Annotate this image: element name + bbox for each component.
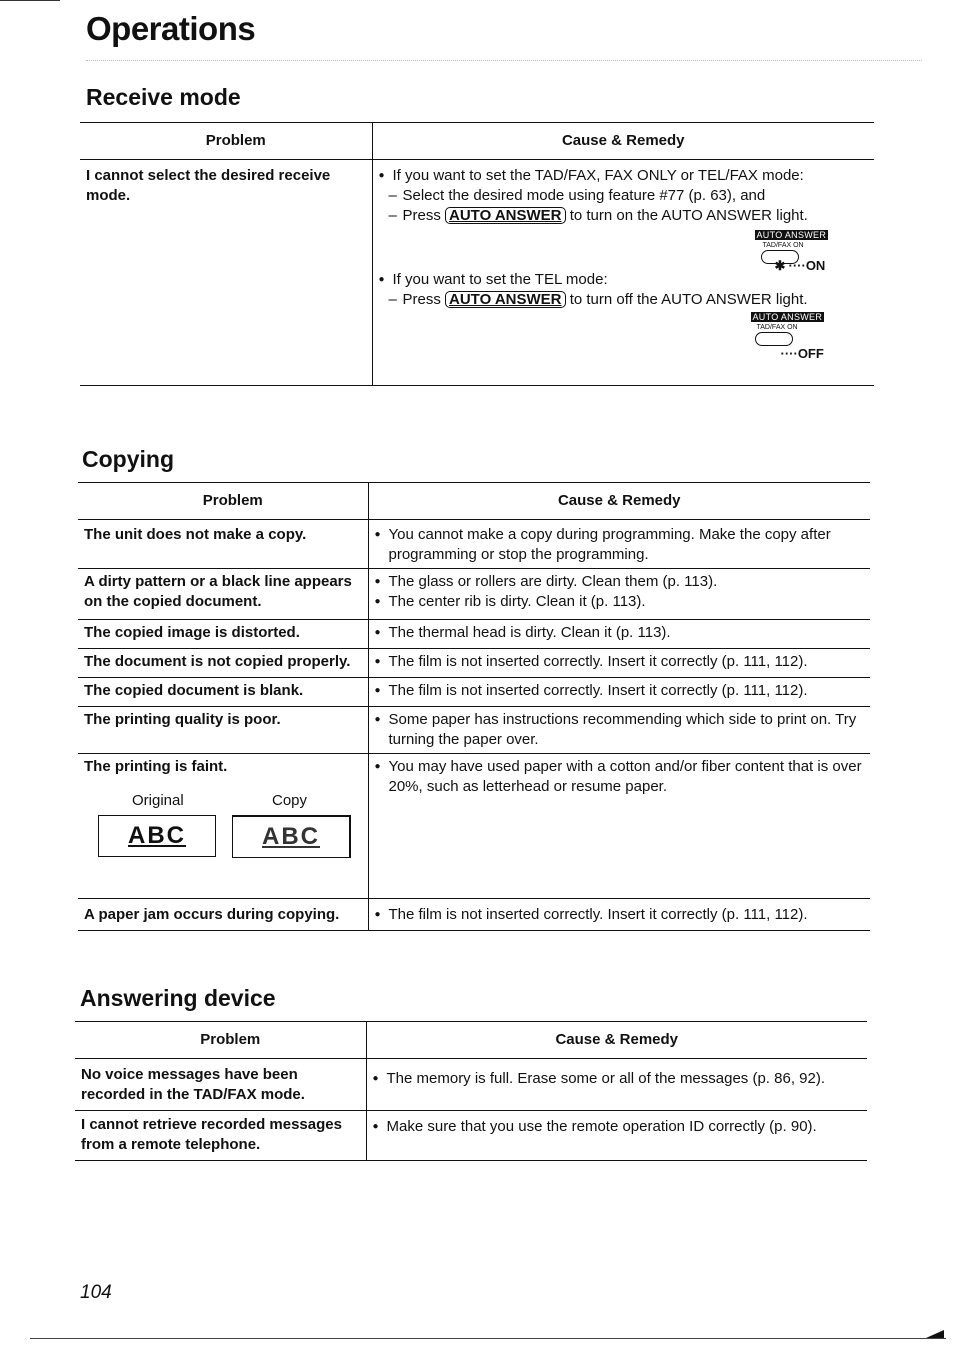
cause-cell (368, 569, 870, 620)
cause-cell (368, 899, 870, 931)
table-row (78, 678, 870, 707)
cause-cell (366, 1059, 867, 1111)
auto-answer-indicator-off (379, 310, 869, 361)
table-row (78, 569, 870, 620)
table-row (80, 160, 874, 386)
cause-cell (368, 520, 870, 569)
original-label: Original (132, 792, 184, 809)
table-row (78, 520, 870, 569)
bullet-text: ● The film is not inserted correctly. Insert it correctly (p. 111, 112). (375, 905, 865, 925)
header-cause: Cause & Remedy (368, 483, 870, 520)
state-off-label: ····OFF (780, 346, 824, 361)
bullet-text: ● The thermal head is dirty. Clean it (p. 113). (375, 623, 865, 643)
bullet-text: ● Make sure that you use the remote operation ID correctly (p. 90). (373, 1117, 862, 1137)
original-sample-box (98, 815, 216, 857)
original-sample-text: ABC (128, 822, 186, 849)
corner-mark (926, 1330, 944, 1338)
bullet-text: ● The glass or rollers are dirty. Clean them (p. 113). (375, 572, 865, 592)
section-title-answering-device: Answering device (80, 985, 276, 1011)
problem-cell: The copied image is distorted. (78, 620, 368, 649)
indicator-label: AUTO ANSWER (756, 230, 827, 240)
cause-cell (368, 707, 870, 754)
page-number: 104 (80, 1282, 112, 1303)
title-rule (86, 60, 922, 61)
copy-sample-text: ABC (262, 823, 320, 850)
table-row (78, 899, 870, 931)
bullet-text: ● You may have used paper with a cotton and/or fiber content that is over 20%, such as letterhead or resume paper. (375, 757, 865, 797)
press-text: Press (402, 291, 441, 308)
problem-cell: The printing quality is poor. (78, 707, 368, 754)
copying-table (78, 482, 870, 931)
table-row (78, 707, 870, 754)
cause-cell (366, 1111, 867, 1161)
indicator-sublabel: TAD/FAX ON (756, 324, 798, 331)
problem-cell: The document is not copied properly. (78, 649, 368, 678)
problem-cell (78, 754, 368, 899)
receive-mode-table (80, 122, 874, 386)
auto-answer-key: AUTO ANSWER (445, 291, 566, 308)
copy-label: Copy (272, 792, 308, 809)
bullet-text: ● Some paper has instructions recommending which side to print on. Try turning the paper over. (375, 710, 865, 750)
header-problem: Problem (75, 1022, 366, 1059)
bullet-text: ● The film is not inserted correctly. Insert it correctly (p. 111, 112). (375, 681, 865, 701)
press-after-text: to turn off the AUTO ANSWER light. (569, 291, 808, 308)
table-row (78, 620, 870, 649)
header-cause: Cause & Remedy (366, 1022, 867, 1059)
table-row (75, 1059, 867, 1111)
bullet-text: ● If you want to set the TEL mode: (379, 270, 869, 290)
header-problem: Problem (78, 483, 368, 520)
bullet-text: ● The film is not inserted correctly. Insert it correctly (p. 111, 112). (375, 652, 865, 672)
indicator-label: AUTO ANSWER (752, 312, 823, 322)
press-text: Press (402, 207, 441, 224)
cause-cell (372, 160, 874, 386)
problem-cell: I cannot retrieve recorded messages from a remote telephone. (75, 1111, 366, 1161)
problem-cell: No voice messages have been recorded in the TAD/FAX mode. (75, 1059, 366, 1111)
table-row (78, 754, 870, 899)
problem-cell: A paper jam occurs during copying. (78, 899, 368, 931)
copy-sample-box (232, 815, 351, 858)
bullet-text: ● You cannot make a copy during programming. Make the copy after programming or stop the programming. (375, 525, 865, 565)
header-cause: Cause & Remedy (372, 123, 874, 160)
auto-answer-key: AUTO ANSWER (445, 207, 566, 224)
auto-answer-indicator-on (379, 226, 869, 273)
problem-cell: The copied document is blank. (78, 678, 368, 707)
indicator-sublabel: TAD/FAX ON (762, 242, 804, 249)
bullet-text: ● The memory is full. Erase some or all of the messages (p. 86, 92). (373, 1069, 862, 1089)
top-rule (0, 0, 60, 1)
answering-device-table (75, 1021, 867, 1161)
state-on-label: ····ON (788, 258, 826, 273)
section-title-receive-mode: Receive mode (86, 84, 241, 110)
cause-cell (368, 754, 870, 899)
bottom-rule (30, 1338, 946, 1339)
table-row (78, 649, 870, 678)
sub-step-press (379, 206, 869, 226)
problem-cell: I cannot select the desired receive mode. (80, 160, 372, 386)
cause-cell (368, 620, 870, 649)
sub-step-text: – Select the desired mode using feature #77 (p. 63), and (379, 186, 869, 206)
faint-copy-illustration (84, 777, 362, 895)
table-row (75, 1111, 867, 1161)
press-after-text: to turn on the AUTO ANSWER light. (569, 207, 808, 224)
cause-cell (368, 678, 870, 707)
problem-text: The printing is faint. (84, 758, 228, 775)
section-title-copying: Copying (82, 446, 174, 472)
problem-cell: A dirty pattern or a black line appears on the copied document. (78, 569, 368, 620)
page-title: Operations (86, 10, 256, 47)
problem-cell: The unit does not make a copy. (78, 520, 368, 569)
light-on-icon: ✱ (774, 258, 786, 273)
sub-step-press (379, 290, 869, 310)
bullet-text: ● If you want to set the TAD/FAX, FAX ONLY or TEL/FAX mode: (379, 166, 869, 186)
bullet-text: ● The center rib is dirty. Clean it (p. 113). (375, 592, 865, 612)
header-problem: Problem (80, 123, 372, 160)
cause-cell (368, 649, 870, 678)
